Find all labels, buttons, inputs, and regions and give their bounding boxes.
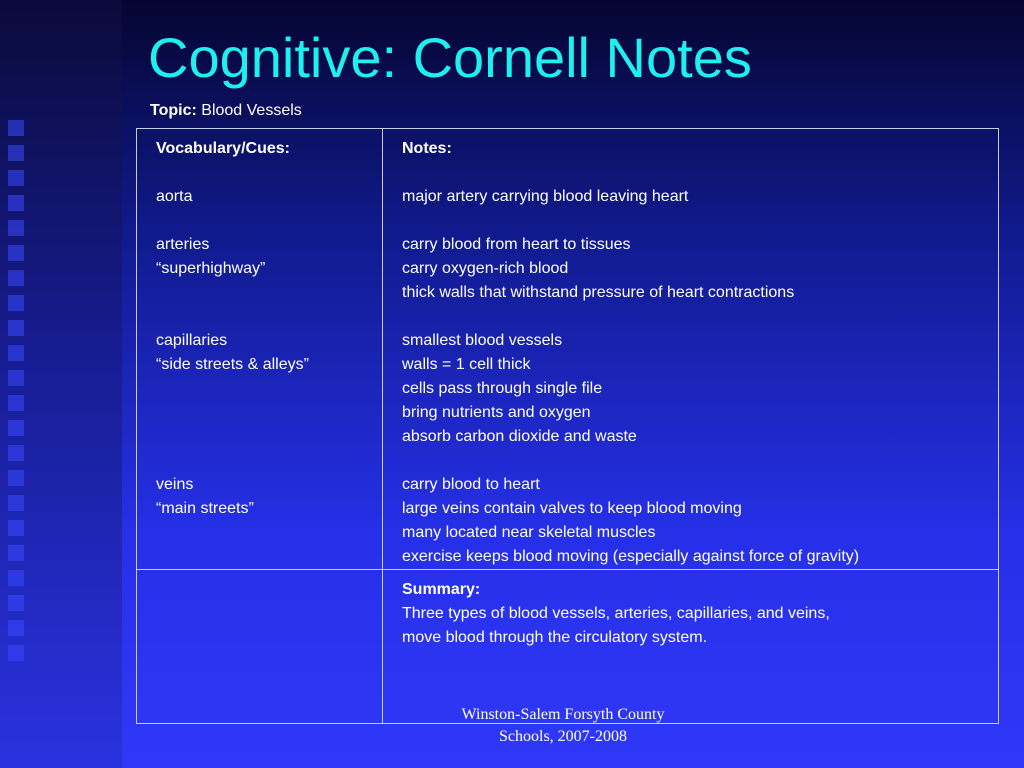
notes-row xyxy=(137,129,999,570)
decorative-square xyxy=(8,120,24,136)
note-line: walls = 1 cell thick xyxy=(402,356,531,373)
note-line: major artery carrying blood leaving heart xyxy=(402,188,689,205)
decorative-square xyxy=(8,620,24,636)
decorative-square xyxy=(8,420,24,436)
footer-credit xyxy=(400,704,726,748)
summary-cell xyxy=(383,570,999,724)
cue-arteries-alias: “superhighway” xyxy=(156,260,266,277)
note-line: smallest blood vessels xyxy=(402,332,563,349)
summary-line: move blood through the circulatory system. xyxy=(402,629,708,646)
note-line: carry blood from heart to tissues xyxy=(402,236,631,253)
decorative-square xyxy=(8,495,24,511)
footer-line-1: Winston-Salem Forsyth County xyxy=(461,706,665,723)
topic-label: Topic: xyxy=(150,102,197,119)
cue-capillaries-alias: “side streets & alleys” xyxy=(156,356,309,373)
note-line: bring nutrients and oxygen xyxy=(402,404,591,421)
decorative-square xyxy=(8,220,24,236)
decorative-square xyxy=(8,445,24,461)
note-line: exercise keeps blood moving (especially against force of gravity) xyxy=(402,548,860,565)
decorative-square xyxy=(8,245,24,261)
topic-line xyxy=(150,102,302,120)
cues-column xyxy=(137,129,383,570)
decorative-square xyxy=(8,395,24,411)
decorative-square xyxy=(8,145,24,161)
decorative-square xyxy=(8,195,24,211)
notes-header: Notes: xyxy=(402,140,452,157)
decorative-square xyxy=(8,370,24,386)
cue-arteries: arteries xyxy=(156,236,210,253)
cues-header: Vocabulary/Cues: xyxy=(156,140,290,157)
decorative-square xyxy=(8,545,24,561)
decorative-square xyxy=(8,470,24,486)
notes-column xyxy=(383,129,999,570)
decorative-square xyxy=(8,570,24,586)
slide-title: Cognitive: Cornell Notes xyxy=(148,26,752,89)
note-line: absorb carbon dioxide and waste xyxy=(402,428,637,445)
decorative-square xyxy=(8,645,24,661)
decorative-square xyxy=(8,345,24,361)
topic-value: Blood Vessels xyxy=(201,102,302,119)
cue-aorta: aorta xyxy=(156,188,193,205)
cue-veins: veins xyxy=(156,476,194,493)
decorative-squares xyxy=(8,120,28,670)
decorative-square xyxy=(8,270,24,286)
decorative-square xyxy=(8,170,24,186)
summary-line: Three types of blood vessels, arteries, capillaries, and veins, xyxy=(402,605,830,622)
summary-row xyxy=(137,570,999,724)
summary-left-cell xyxy=(137,570,383,724)
note-line: cells pass through single file xyxy=(402,380,603,397)
cue-capillaries: capillaries xyxy=(156,332,228,349)
cornell-notes-table xyxy=(136,128,999,724)
left-decorative-band xyxy=(0,0,122,768)
note-line: thick walls that withstand pressure of heart contractions xyxy=(402,284,795,301)
decorative-square xyxy=(8,520,24,536)
note-line: carry blood to heart xyxy=(402,476,540,493)
cue-veins-alias: “main streets” xyxy=(156,500,254,517)
decorative-square xyxy=(8,320,24,336)
footer-line-2: Schools, 2007-2008 xyxy=(499,728,627,745)
note-line: carry oxygen-rich blood xyxy=(402,260,569,277)
note-line: many located near skeletal muscles xyxy=(402,524,656,541)
note-line: large veins contain valves to keep blood moving xyxy=(402,500,742,517)
decorative-square xyxy=(8,295,24,311)
summary-header: Summary: xyxy=(402,581,481,598)
decorative-square xyxy=(8,595,24,611)
